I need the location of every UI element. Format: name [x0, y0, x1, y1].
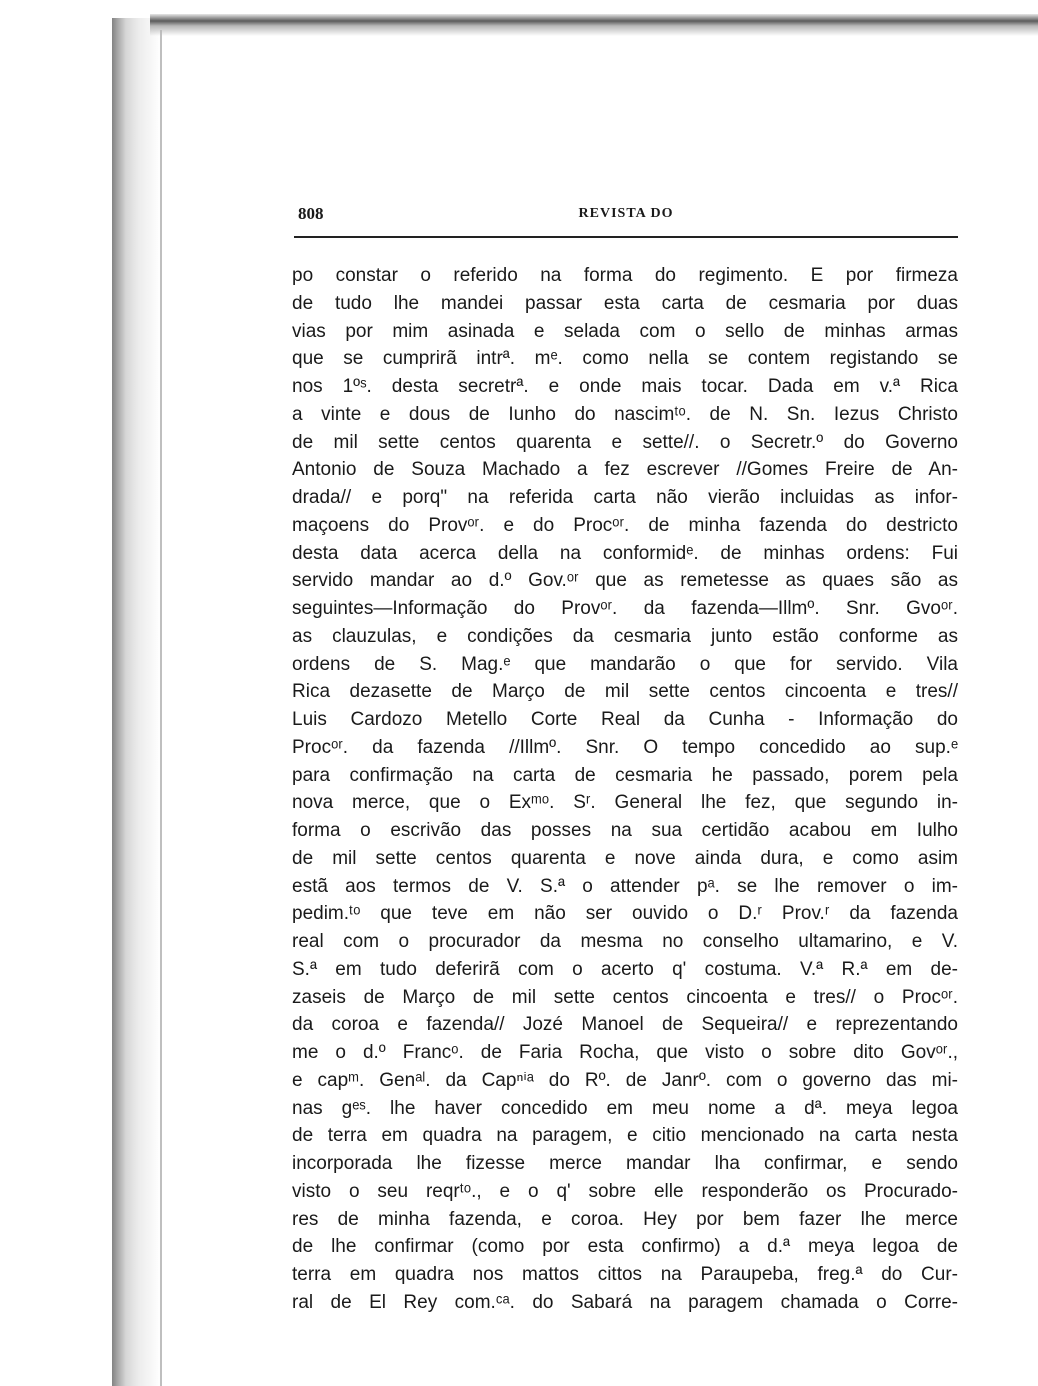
binding-edge-line — [160, 30, 162, 1386]
text-line: de terra em quadra na paragem, e citio mencionado na carta nesta — [292, 1125, 958, 1147]
text-line: que se cumprirã intrª. mᵉ. como nella se contem registando se — [292, 348, 958, 370]
text-line: visto o seu reqrᵗᵒ., e o q' sobre elle responderão os Procurado- — [292, 1180, 958, 1202]
text-line: Rica dezasette de Março de mil sette centos cincoenta e tres// — [292, 681, 958, 703]
text-line: drada// e porq" na referida carta não vierão incluidas as infor- — [292, 487, 958, 508]
text-line: nova merce, que o Exᵐᵒ. Sʳ. General lhe fez, que segundo in- — [292, 792, 958, 814]
text-line: vias por mim asinada e selada com o sello de minhas armas — [292, 320, 958, 342]
text-line: ordens de S. Mag.ᵉ que mandarão o que for servido. Vila — [292, 653, 958, 675]
text-line: de tudo lhe mandei passar esta carta de cesmaria por duas — [292, 292, 958, 314]
text-line: nas gᵉˢ. lhe haver concedido em meu nome a dª. meya legoa — [292, 1097, 958, 1119]
text-line: zaseis de Março de mil sette centos cincoenta e tres// o Procᵒʳ. — [292, 986, 958, 1008]
body-text — [292, 262, 958, 1317]
page-header — [294, 202, 958, 230]
text-line: ral de El Rey com.ᶜᵃ. do Sabará na paragem chamada o Corre- — [292, 1291, 958, 1313]
text-line: servido mandar ao d.º Gov.ᵒʳ que as remetesse as quaes são as — [292, 570, 958, 592]
header-rule — [294, 236, 958, 238]
text-line: as clauzulas, e condições da cesmaria junto estão conforme as — [292, 625, 958, 647]
text-line: a vinte e dous de Iunho do nascimᵗᵒ. de N. Sn. Iezus Christo — [292, 403, 958, 425]
page-binding-shadow — [112, 18, 160, 1386]
page-number: 808 — [298, 204, 324, 223]
text-line: e capᵐ. Genᵃˡ. da Capⁿⁱᵃ do Rº. de Janrº. com o governo das mi- — [292, 1069, 958, 1091]
text-line: da coroa e fazenda// Jozé Manoel de Sequeira// e reprezentando — [292, 1014, 958, 1036]
text-line: Luis Cardozo Metello Corte Real da Cunha - Informação do — [292, 709, 958, 730]
text-line: estã aos termos de V. S.ª o attender pᵃ. se lhe remover o im- — [292, 875, 958, 897]
text-line: Antonio de Souza Machado a fez escrever //Gomes Freire de An- — [292, 459, 958, 481]
text-line: de mil sette centos quarenta e nove ainda dura, e como asim — [292, 847, 958, 869]
text-line: incorporada lhe fizesse merce mandar lha confirmar, e sendo — [292, 1153, 958, 1174]
text-line: forma o escrivão das posses na sua certidão acabou em Iulho — [292, 820, 958, 841]
text-line: po constar o referido na forma do regimento. E por firmeza — [292, 265, 958, 286]
text-line: desta data acerca della na conformidᵉ. de minhas ordens: Fui — [292, 542, 958, 564]
text-line: de mil sette centos quarenta e sette//. o Secretr.º do Governo — [292, 431, 958, 453]
text-line: pedim.ᵗᵒ que teve em não ser ouvido o D.ʳ Prov.ʳ da fazenda — [292, 903, 958, 925]
text-line: nos 1ºˢ. desta secretrª. e onde mais tocar. Dada em v.ª Rica — [292, 376, 958, 397]
page-top-edge — [150, 14, 1038, 36]
running-head: REVISTA DO — [578, 206, 674, 221]
text-line: S.ª em tudo deferirã com o acerto q' costuma. V.ª R.ª em de- — [292, 958, 958, 980]
text-line: seguintes—Informação do Provᵒʳ. da fazenda—Illmº. Snr. Gvoᵒʳ. — [292, 598, 958, 619]
text-line: res de minha fazenda, e coroa. Hey por bem fazer lhe merce — [292, 1208, 958, 1230]
text-line: de lhe confirmar (como por esta confirmo) a d.ª meya legoa de — [292, 1236, 958, 1258]
text-line: terra em quadra nos mattos cittos na Paraupeba, freg.ª do Cur- — [292, 1264, 958, 1285]
text-line: Procᵒʳ. da fazenda //Illmº. Snr. O tempo concedido ao sup.ᵉ — [292, 736, 958, 758]
text-line: maçoens do Provᵒʳ. e do Procᵒʳ. de minha fazenda do destricto — [292, 514, 958, 536]
text-line: real com o procurador da mesma no conselho ultamarino, e V. — [292, 931, 958, 952]
text-line: para confirmação na carta de cesmaria he passado, porem pela — [292, 764, 958, 786]
text-line: me o d.º Francᵒ. de Faria Rocha, que visto o sobre dito Govᵒʳ., — [292, 1042, 958, 1063]
